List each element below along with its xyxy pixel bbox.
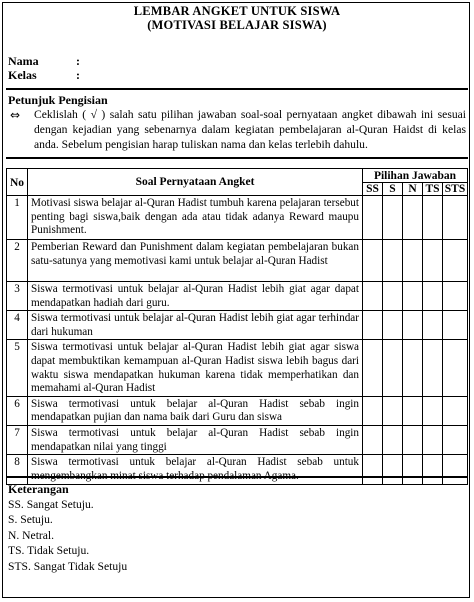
document-subtitle: (MOTIVASI BELAJAR SISWA) [147,18,327,32]
kelas-colon: : [76,68,80,82]
answer-cell-ts[interactable] [423,282,443,311]
answer-cell-ss[interactable] [363,282,383,311]
kelas-label: Kelas [8,68,37,82]
list-item: S. Setuju. [8,513,53,527]
row-statement: Siswa termotivasi untuk belajar al-Quran Hadist lebih giat agar siswa dapat membuktikan kemampuan al-Quran Hadist siswa lebih bagus dari waktu siswa mendapatkan hukuman karena tidak memperhatikan dan memahami al-Quran Hadist [28,340,363,396]
answer-cell-s[interactable] [383,396,403,425]
answer-cell-sts[interactable] [443,340,468,396]
table-row [7,396,468,425]
answer-cell-sts[interactable] [443,455,468,485]
answer-cell-n[interactable] [403,425,423,454]
answer-cell-ts[interactable] [423,396,443,425]
header-choices: Pilihan Jawaban [363,169,468,183]
answer-cell-ss[interactable] [363,196,383,240]
list-item: TS. Tidak Setuju. [8,544,90,558]
row-statement: Siswa termotivasi untuk belajar al-Quran Hadist sebab ingin mendapatkan pujian dan nama baik dari Guru dan siswa [28,396,363,425]
double-arrow-icon: ⇔ [10,108,21,122]
row-number: 6 [7,396,28,425]
answer-cell-ts[interactable] [423,240,443,282]
option-header-n: N [403,183,423,196]
answer-cell-n[interactable] [403,196,423,240]
answer-cell-ts[interactable] [423,311,443,340]
answer-cell-sts[interactable] [443,240,468,282]
row-statement: Siswa termotivasi untuk belajar al-Quran Hadist lebih giat agar dapat mendapatkan hadiah dari guru. [28,282,363,311]
keterangan-list [8,497,127,574]
row-number: 8 [7,455,28,485]
answer-cell-s[interactable] [383,340,403,396]
row-statement: Motivasi siswa belajar al-Quran Hadist tumbuh karena pelajaran tersebut penting bagi siswa,baik dengan ada atau tidak adanya Reward maupu Punishment. [28,196,363,240]
option-header-s: S [383,183,403,196]
list-item: N. Netral. [8,528,55,542]
divider-bottom [6,476,468,478]
row-number: 1 [7,196,28,240]
answer-cell-ss[interactable] [363,425,383,454]
divider-middle [6,157,468,159]
answer-cell-ts[interactable] [423,340,443,396]
answer-cell-n[interactable] [403,311,423,340]
answer-cell-n[interactable] [403,282,423,311]
nama-colon: : [76,54,80,68]
answer-cell-s[interactable] [383,455,403,485]
row-number: 3 [7,282,28,311]
answer-cell-s[interactable] [383,311,403,340]
answer-cell-sts[interactable] [443,282,468,311]
table-row [7,340,468,396]
row-number: 7 [7,425,28,454]
answer-cell-s[interactable] [383,196,403,240]
row-number: 4 [7,311,28,340]
row-statement: Pemberian Reward dan Punishment dalam kegiatan pembelajaran bukan satu-satunya yang memotivasi kami untuk belajar al-Quran Hadist [28,240,363,282]
answer-cell-ss[interactable] [363,455,383,485]
petunjuk-text: Ceklislah ( √ ) salah satu pilihan jawaban soal-soal pernyataan angket dibawah ini sesuai dengan kejadian yang sebenarnya dalam kegiatan pembelajaran al-Quran Haidst di kelas anda. Sebelum pengisian harap tuliskan nama dan kelas terlebih dahulu. [34,108,466,151]
answer-cell-s[interactable] [383,425,403,454]
answer-cell-n[interactable] [403,455,423,485]
option-header-ts: TS [423,183,443,196]
answer-cell-ss[interactable] [363,396,383,425]
answer-cell-sts[interactable] [443,196,468,240]
answer-cell-ts[interactable] [423,425,443,454]
table-row [7,311,468,340]
option-header-ss: SS [363,183,383,196]
row-number: 5 [7,340,28,396]
answer-cell-ts[interactable] [423,196,443,240]
answer-cell-ts[interactable] [423,455,443,485]
answer-cell-ss[interactable] [363,240,383,282]
row-statement: Siswa termotivasi untuk belajar al-Quran Hadist sebab ingin mendapatkan nilai yang tinggi [28,425,363,454]
answer-cell-n[interactable] [403,340,423,396]
list-item: SS. Sangat Setuju. [8,498,94,511]
questionnaire-table [6,168,468,485]
answer-cell-s[interactable] [383,282,403,311]
table-row [7,240,468,282]
row-statement: Siswa termotivasi untuk belajar al-Quran Hadist lebih giat agar terhindar dari hukuman [28,311,363,340]
answer-cell-n[interactable] [403,240,423,282]
list-item: STS. Sangat Tidak Setuju [8,559,128,573]
header-statement: Soal Pernyataan Angket [28,169,363,196]
option-header-sts: STS [443,183,468,196]
row-number: 2 [7,240,28,282]
answer-cell-sts[interactable] [443,311,468,340]
answer-cell-s[interactable] [383,240,403,282]
divider-top [6,88,468,90]
answer-cell-ss[interactable] [363,311,383,340]
answer-cell-sts[interactable] [443,425,468,454]
table-row [7,455,468,485]
answer-cell-ss[interactable] [363,340,383,396]
document-title: LEMBAR ANGKET UNTUK SISWA [133,4,341,18]
keterangan-title: Keterangan [8,482,69,496]
answer-cell-n[interactable] [403,396,423,425]
answer-cell-sts[interactable] [443,396,468,425]
table-row [7,425,468,454]
table-row [7,282,468,311]
header-no: No [7,169,28,196]
row-statement: Siswa termotivasi untuk belajar al-Quran Hadist sebab untuk mengembangkan minat siswa terhadap pendalaman Agama. [28,455,363,485]
petunjuk-title: Petunjuk Pengisian [8,93,108,107]
nama-label: Nama [8,54,39,68]
table-row [7,196,468,240]
